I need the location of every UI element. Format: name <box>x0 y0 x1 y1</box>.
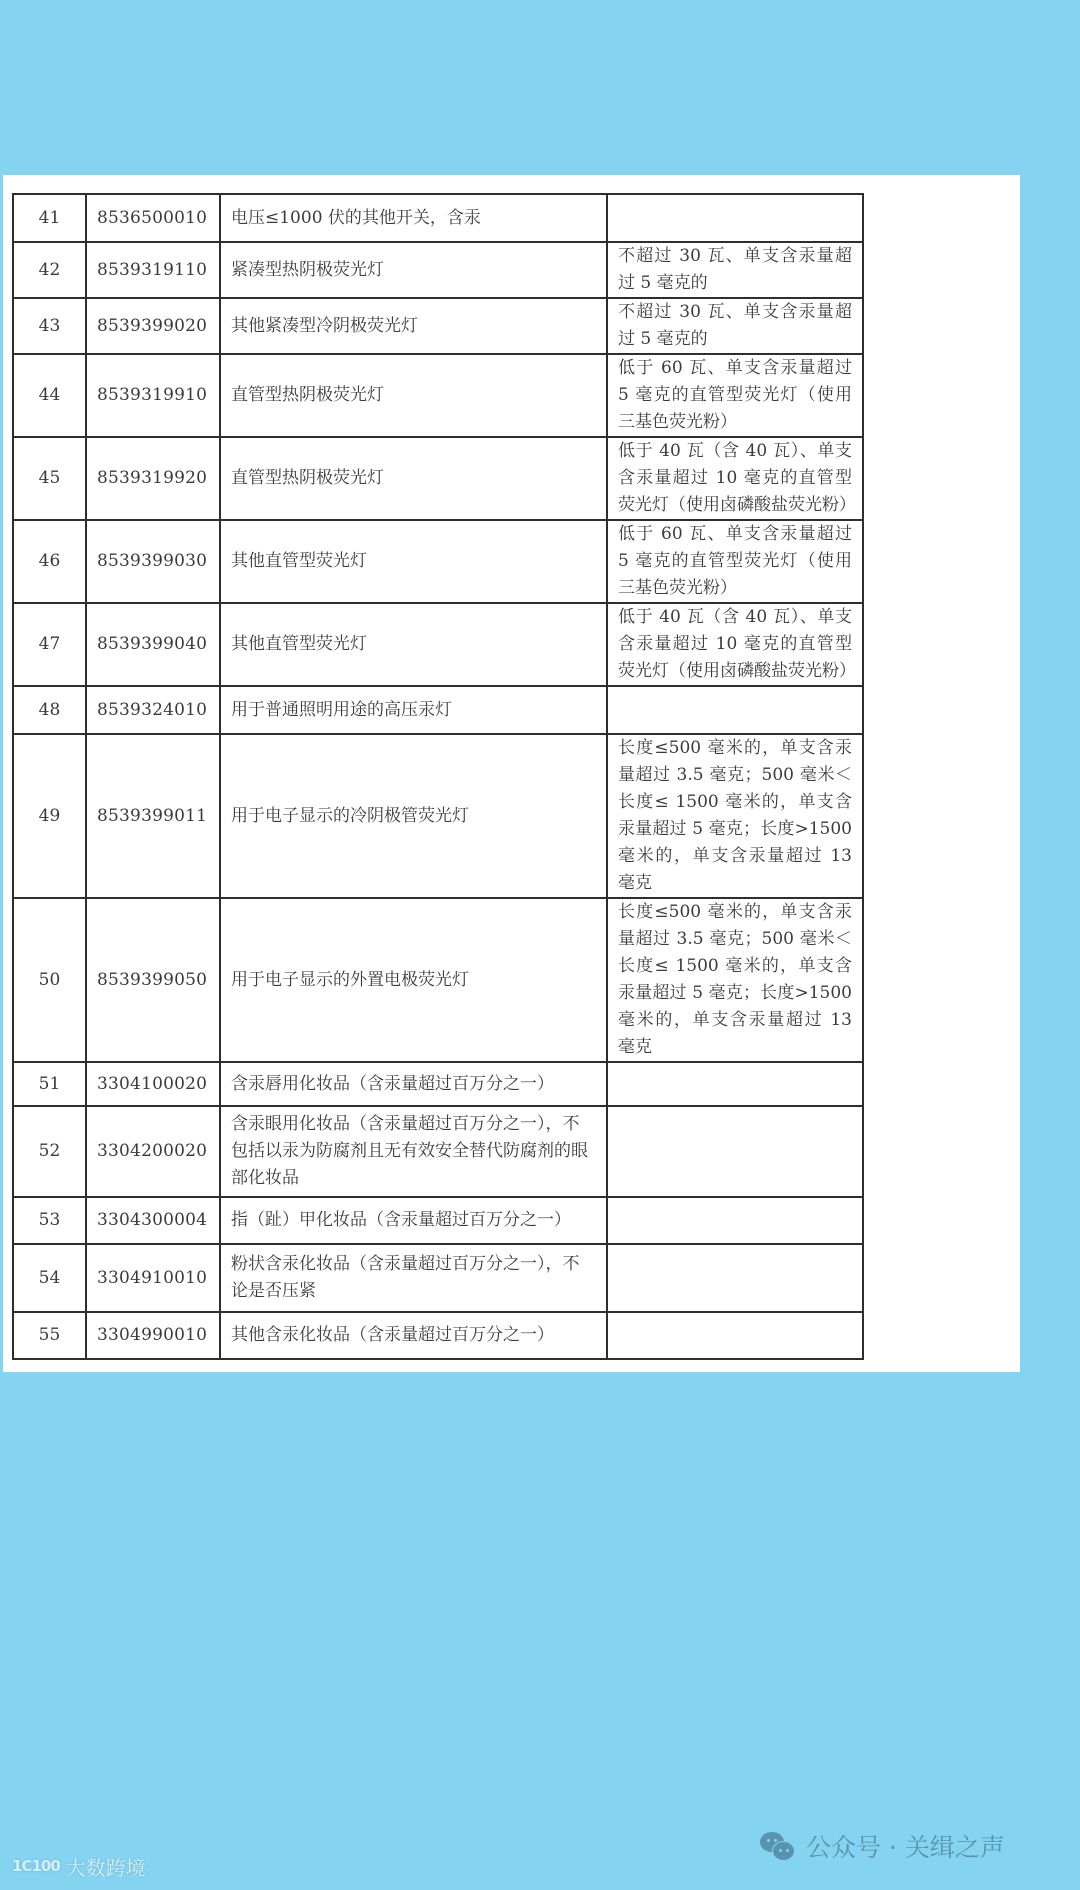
commodity-name: 用于电子显示的冷阴极管荧光灯 <box>220 734 607 898</box>
brand-name: 大数跨境 <box>65 1855 146 1880</box>
table-row <box>13 1244 863 1312</box>
table-row <box>13 1106 863 1197</box>
remark: 不超过 30 瓦、单支含汞量超过 5 毫克的 <box>607 242 863 298</box>
table-row <box>13 1062 863 1106</box>
row-number: 45 <box>13 437 86 520</box>
remark <box>607 194 863 242</box>
document-page <box>3 175 1020 1372</box>
remark: 低于 60 瓦、单支含汞量超过 5 毫克的直管型荧光灯（使用三基色荧光粉） <box>607 354 863 437</box>
commodity-name: 电压≤1000 伏的其他开关，含汞 <box>220 194 607 242</box>
table-row <box>13 298 863 354</box>
commodity-code: 3304990010 <box>86 1312 220 1359</box>
commodity-code: 8539319910 <box>86 354 220 437</box>
row-number: 44 <box>13 354 86 437</box>
table-row <box>13 686 863 734</box>
commodity-code: 8539319920 <box>86 437 220 520</box>
table-row <box>13 437 863 520</box>
commodity-name: 含汞唇用化妆品（含汞量超过百万分之一） <box>220 1062 607 1106</box>
table-row <box>13 242 863 298</box>
row-number: 48 <box>13 686 86 734</box>
remark: 低于 60 瓦、单支含汞量超过 5 毫克的直管型荧光灯（使用三基色荧光粉） <box>607 520 863 603</box>
remark: 低于 40 瓦（含 40 瓦）、单支含汞量超过 10 毫克的直管型荧光灯（使用卤磷酸盐荧光粉） <box>607 437 863 520</box>
remark: 低于 40 瓦（含 40 瓦）、单支含汞量超过 10 毫克的直管型荧光灯（使用卤磷酸盐荧光粉） <box>607 603 863 686</box>
row-number: 52 <box>13 1106 86 1197</box>
table-row <box>13 1312 863 1359</box>
commodity-name: 含汞眼用化妆品（含汞量超过百万分之一），不包括以汞为防腐剂且无有效安全替代防腐剂的眼部化妆品 <box>220 1106 607 1197</box>
commodity-name: 其他直管型荧光灯 <box>220 603 607 686</box>
commodity-code: 8539324010 <box>86 686 220 734</box>
commodity-name: 紧凑型热阴极荧光灯 <box>220 242 607 298</box>
commodity-name: 用于普通照明用途的高压汞灯 <box>220 686 607 734</box>
remark <box>607 1244 863 1312</box>
table-row <box>13 194 863 242</box>
commodity-code: 8539399040 <box>86 603 220 686</box>
table-row <box>13 354 863 437</box>
watermark-account-text: 公众号 · 关缉之声 <box>806 1833 1005 1862</box>
wechat-account-watermark <box>760 1826 1005 1866</box>
remark: 不超过 30 瓦、单支含汞量超过 5 毫克的 <box>607 298 863 354</box>
row-number: 42 <box>13 242 86 298</box>
commodity-code: 3304300004 <box>86 1197 220 1244</box>
row-number: 51 <box>13 1062 86 1106</box>
commodity-name: 直管型热阴极荧光灯 <box>220 437 607 520</box>
table-row <box>13 603 863 686</box>
row-number: 47 <box>13 603 86 686</box>
row-number: 55 <box>13 1312 86 1359</box>
commodity-code: 8539399020 <box>86 298 220 354</box>
commodity-code: 3304100020 <box>86 1062 220 1106</box>
commodity-code: 8539319110 <box>86 242 220 298</box>
brand-logo-icon: 1C100 <box>12 1857 60 1875</box>
commodity-name: 直管型热阴极荧光灯 <box>220 354 607 437</box>
table-row <box>13 1197 863 1244</box>
commodity-code: 8539399050 <box>86 898 220 1062</box>
table-row <box>13 734 863 898</box>
commodity-name: 其他直管型荧光灯 <box>220 520 607 603</box>
commodity-name: 用于电子显示的外置电极荧光灯 <box>220 898 607 1062</box>
row-number: 50 <box>13 898 86 1062</box>
row-number: 54 <box>13 1244 86 1312</box>
commodity-name: 其他含汞化妆品（含汞量超过百万分之一） <box>220 1312 607 1359</box>
commodity-code: 3304910010 <box>86 1244 220 1312</box>
row-number: 46 <box>13 520 86 603</box>
row-number: 41 <box>13 194 86 242</box>
row-number: 49 <box>13 734 86 898</box>
remark: 长度≤500 毫米的，单支含汞量超过 3.5 毫克；500 毫米＜长度≤ 1500 毫米的，单支含汞量超过 5 毫克；长度>1500 毫米的，单支含汞量超过 13 毫克 <box>607 898 863 1062</box>
commodity-name: 其他紧凑型冷阴极荧光灯 <box>220 298 607 354</box>
commodity-code: 8539399030 <box>86 520 220 603</box>
row-number: 43 <box>13 298 86 354</box>
row-number: 53 <box>13 1197 86 1244</box>
table-row <box>13 520 863 603</box>
brand-watermark <box>12 1851 146 1881</box>
wechat-icon <box>760 1830 796 1862</box>
commodity-code: 3304200020 <box>86 1106 220 1197</box>
remark <box>607 1106 863 1197</box>
remark: 长度≤500 毫米的，单支含汞量超过 3.5 毫克；500 毫米＜长度≤ 1500 毫米的，单支含汞量超过 5 毫克；长度>1500 毫米的，单支含汞量超过 13 毫克 <box>607 734 863 898</box>
table-row <box>13 898 863 1062</box>
commodity-name: 指（趾）甲化妆品（含汞量超过百万分之一） <box>220 1197 607 1244</box>
mercury-products-table <box>12 193 864 1360</box>
remark <box>607 1062 863 1106</box>
remark <box>607 1312 863 1359</box>
commodity-code: 8539399011 <box>86 734 220 898</box>
remark <box>607 686 863 734</box>
commodity-code: 8536500010 <box>86 194 220 242</box>
commodity-name: 粉状含汞化妆品（含汞量超过百万分之一），不论是否压紧 <box>220 1244 607 1312</box>
remark <box>607 1197 863 1244</box>
